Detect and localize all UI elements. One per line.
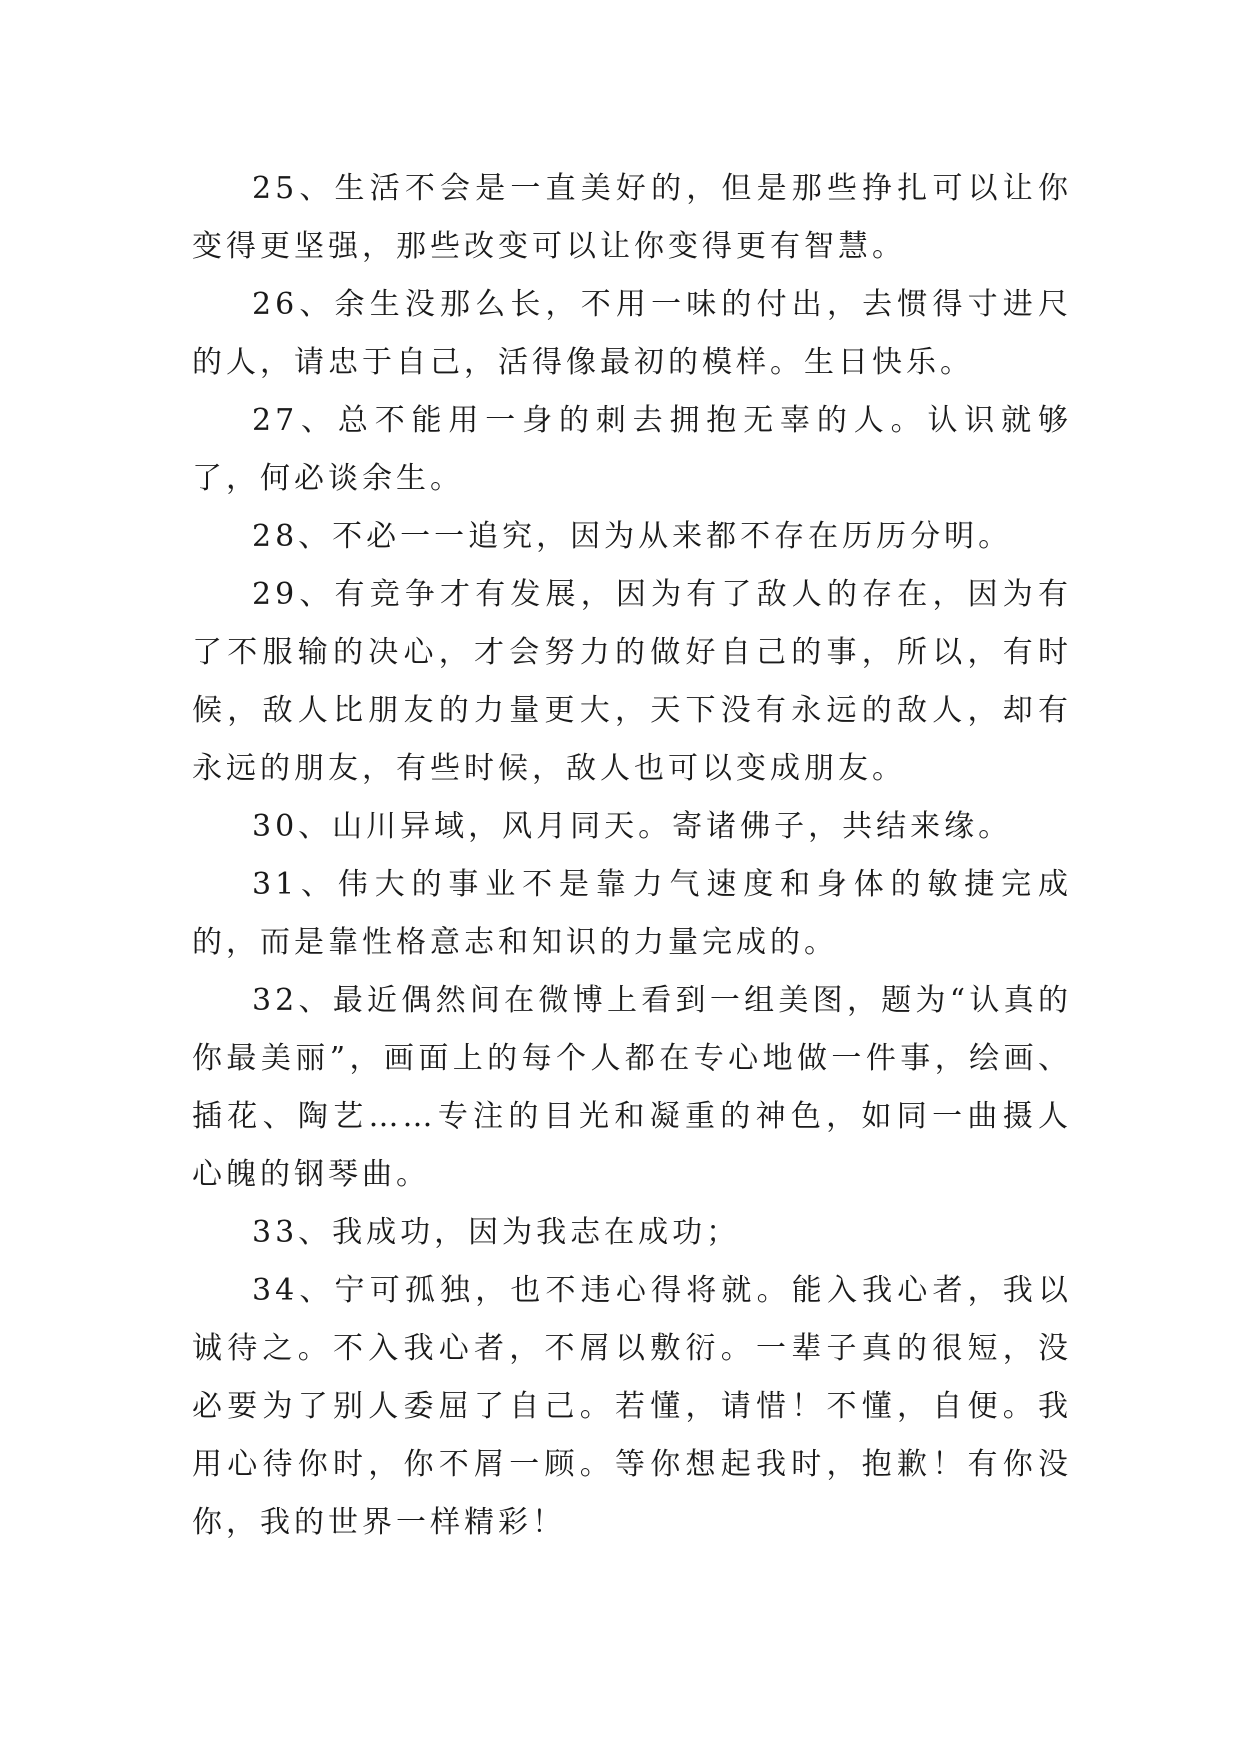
paragraph-32: 32、最近偶然间在微博上看到一组美图，题为“认真的你最美丽”，画面上的每个人都在专心地做一件事，绘画、插花、陶艺……专注的目光和凝重的神色，如同一曲摄人心魄的钢琴曲。 — [192, 983, 1072, 1192]
paragraph-34: 34、宁可孤独，也不违心得将就。能入我心者，我以诚待之。不入我心者，不屑以敷衍。一辈子真的很短，没必要为了别人委屈了自己。若懂，请惜！不懂，自便。我用心待你时，你不屑一顾。等你想起我时，抱歉！有你没你，我的世界一样精彩！ — [192, 1273, 1072, 1540]
document-body — [192, 160, 1072, 1552]
paragraph-28: 28、不必一一追究，因为从来都不存在历历分明。 — [252, 519, 1013, 554]
paragraph-29: 29、有竞争才有发展，因为有了敌人的存在，因为有了不服输的决心，才会努力的做好自己的事，所以，有时候，敌人比朋友的力量更大，天下没有永远的敌人，却有永远的朋友，有些时候，敌人也可以变成朋友。 — [192, 577, 1072, 786]
paragraph-30: 30、山川异域，风月同天。寄诸佛子，共结来缘。 — [252, 809, 1013, 844]
paragraph-26: 26、余生没那么长，不用一味的付出，去惯得寸进尺的人，请忠于自己，活得像最初的模样。生日快乐。 — [192, 287, 1072, 380]
paragraph-33: 33、我成功，因为我志在成功； — [252, 1215, 741, 1250]
paragraph-25: 25、生活不会是一直美好的，但是那些挣扎可以让你变得更坚强，那些改变可以让你变得更有智慧。 — [192, 171, 1072, 264]
paragraph-27: 27、总不能用一身的刺去拥抱无辜的人。认识就够了，何必谈余生。 — [192, 403, 1072, 496]
paragraph-31: 31、伟大的事业不是靠力气速度和身体的敏捷完成的，而是靠性格意志和知识的力量完成的。 — [192, 867, 1072, 960]
